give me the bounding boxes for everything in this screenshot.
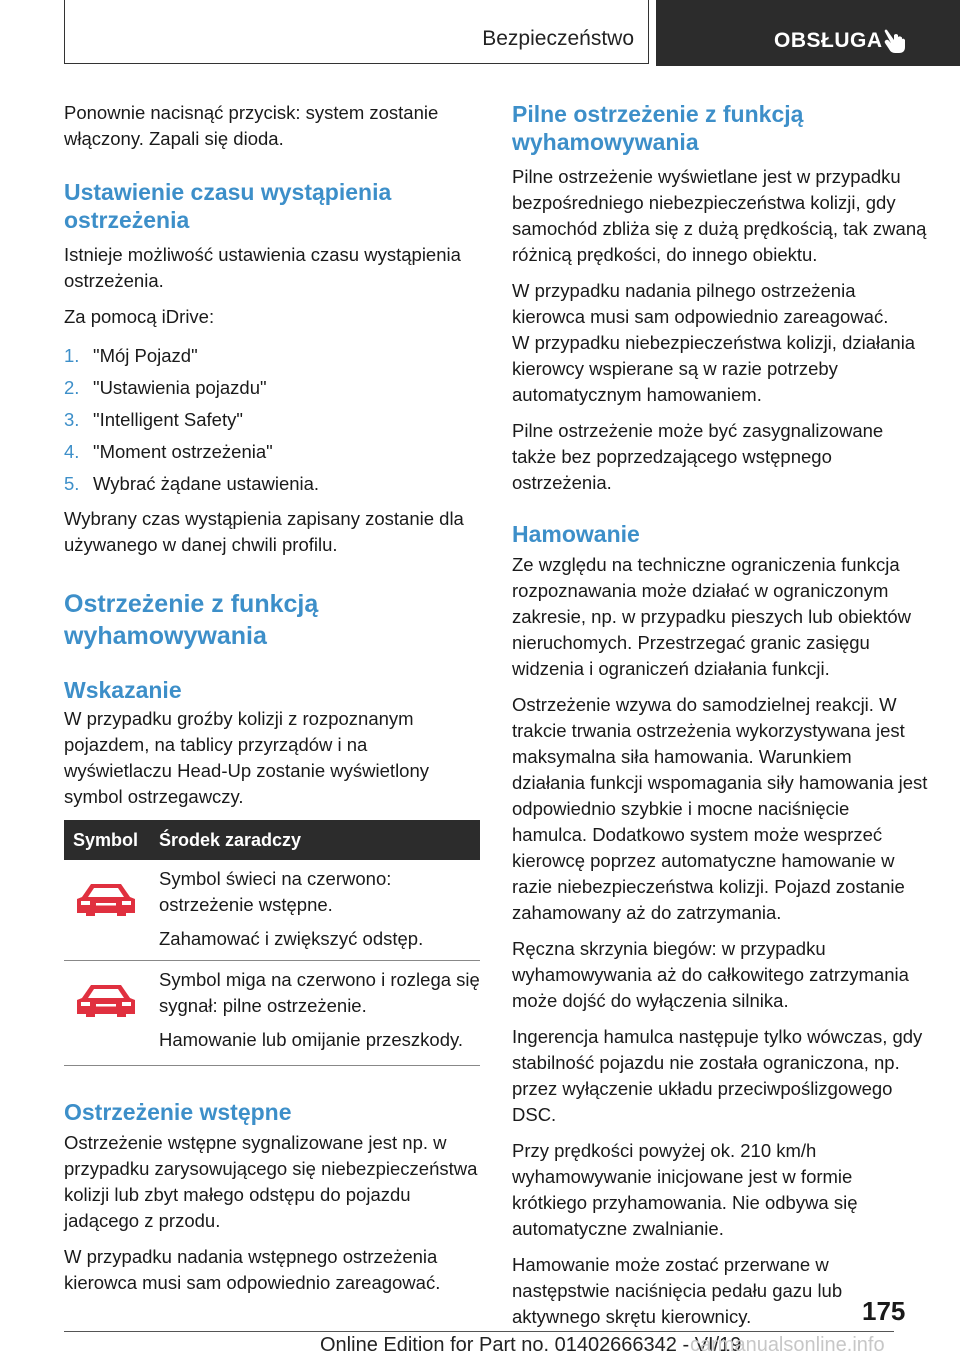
warning-time-paragraph: Istnieje możliwość ustawienia czasu wystąpienia ostrzeżenia. <box>64 244 461 291</box>
page-header <box>0 0 960 66</box>
table-row <box>64 860 480 961</box>
page-number: 175 <box>862 1296 906 1326</box>
car-warning-icon <box>74 880 138 920</box>
heading-pre-warning: Ostrzeżenie wstępne <box>64 1099 292 1125</box>
section-title: Bezpieczeństwo <box>64 0 649 64</box>
urgent-reaction-paragraph: W przypadku nadania pilnego ostrzeżenia kierowca musi sam odpowiednio zareagować. <box>512 280 889 327</box>
step-number: 1. <box>64 345 80 366</box>
urgent-paragraph: Pilne ostrzeżenie wyświetlane jest w przypadku bezpośredniego niebezpieczeństwa kolizji, gdy samochód zbliża się z dużą prędkością, tak zwaną różnicą prędkości, do innego obiektu. <box>512 166 927 265</box>
measure-text: Hamowanie lub omijanie przeszkody. <box>159 1029 464 1050</box>
idrive-paragraph: Za pomocą iDrive: <box>64 306 215 327</box>
idrive-steps <box>64 340 480 500</box>
chapter-tab[interactable] <box>656 0 960 66</box>
footer-divider <box>64 1331 894 1332</box>
measure-text: Symbol świeci na czerwono: ostrzeżenie wstępne. <box>159 868 392 915</box>
table-header-measure: Środek zaradczy <box>159 820 480 860</box>
heading-braking: Hamowanie <box>512 521 640 547</box>
step-item <box>64 404 480 436</box>
right-column <box>512 100 928 1340</box>
symbol-table <box>64 820 480 1066</box>
symbol-cell <box>64 961 159 1066</box>
measure-text: Symbol miga na czerwono i rozlega się sygnał: pilne ostrzeżenie. <box>159 969 480 1016</box>
indication-paragraph: W przypadku groźby kolizji z rozpoznanym pojazdem, na tablicy przyrządów i na wyświetlaczu Head-Up zostanie wyświetlony symbol ostrzegawczy. <box>64 708 430 807</box>
profile-paragraph: Wybrany czas wystąpienia zapisany zostanie dla używanego w danej chwili profilu. <box>64 508 464 555</box>
heading-urgent-warning: Pilne ostrzeżenie z funkcją wyhamowywania <box>512 101 804 155</box>
step-item <box>64 340 480 372</box>
step-text: Wybrać żądane ustawienia. <box>93 473 320 494</box>
braking-paragraph: Ze względu na techniczne ograniczenia funkcja rozpoznawania może działać w ograniczonym zakresie, np. w przypadku pieszych lub obiektów nieruchomych. Przestrzegać granic zasięgu widzenia i ograniczeń działania funkcji. <box>512 554 911 679</box>
table-row <box>64 961 480 1066</box>
urgent-auto-brake-paragraph: W przypadku niebezpieczeństwa kolizji, działania kierowcy wspierane są w razie potrzeby automatycznym hamowaniem. <box>512 332 916 405</box>
measure-cell <box>159 860 480 961</box>
step-text: "Moment ostrzeżenia" <box>93 441 273 462</box>
step-number: 4. <box>64 441 80 462</box>
left-column <box>64 100 480 1306</box>
step-number: 2. <box>64 377 80 398</box>
interrupt-paragraph: Hamowanie może zostać przerwane w następstwie naciśnięcia pedału gazu lub aktywnego skrętu kierownicy. <box>512 1254 843 1327</box>
high-speed-paragraph: Przy prędkości powyżej ok. 210 km/h wyhamowywanie inicjowane jest w formie krótkiego przyhamowania. Nie odbywa się automatyczne zwalnianie. <box>512 1140 858 1239</box>
stability-paragraph: Ingerencja hamulca następuje tylko wówczas, gdy stabilność pojazdu nie została ograniczona, np. przez wyłączenie układu przeciwpoślizgowego DSC. <box>512 1026 923 1125</box>
edition-text: Online Edition for Part no. 01402666342 - VI/19 <box>320 1334 742 1356</box>
pre-warning-reaction-paragraph: W przypadku nadania wstępnego ostrzeżenia kierowca musi sam odpowiednio zareagować. <box>64 1246 441 1293</box>
urgent-no-pre-paragraph: Pilne ostrzeżenie może być zasygnalizowane także bez poprzedzającego wstępnego ostrzeżenia. <box>512 420 884 493</box>
heading-warning-time: Ustawienie czasu wystąpienia ostrzeżenia <box>64 179 392 233</box>
step-number: 3. <box>64 409 80 430</box>
heading-brake-warning: Ostrzeżenie z funkcją wyhamowywania <box>64 590 319 650</box>
step-item <box>64 436 480 468</box>
step-number: 5. <box>64 473 80 494</box>
intro-paragraph: Ponownie nacisnąć przycisk: system zostanie włączony. Zapali się dioda. <box>64 102 439 149</box>
measure-cell <box>159 961 480 1066</box>
manual-gearbox-paragraph: Ręczna skrzynia biegów: w przypadku wyhamowywania aż do całkowitego zatrzymania może dojść do wyłączenia silnika. <box>512 938 909 1011</box>
pointing-hand-icon <box>884 28 906 54</box>
step-item <box>64 468 480 500</box>
table-header-symbol: Symbol <box>64 820 159 860</box>
measure-text: Zahamować i zwiększyć odstęp. <box>159 928 424 949</box>
step-item <box>64 372 480 404</box>
table-header-row <box>64 820 480 860</box>
braking-force-paragraph: Ostrzeżenie wzywa do samodzielnej reakcji. W trakcie trwania ostrzeżenia wykorzystywana jest maksymalna siła hamowania. Warunkiem działania funkcji wspomagania siły hamowania jest odpowiednio szybkie i mocne naciśnięcie hamulca. Dodatkowo system może wesprzeć kierowcę poprzez automatyczne hamowanie w razie niebezpieczeństwa kolizji. Pojazd zostanie zahamowany aż do zatrzymania. <box>512 694 928 923</box>
symbol-cell <box>64 860 159 961</box>
car-warning-icon <box>74 981 138 1021</box>
watermark: carmanualsonline.info <box>690 1334 885 1356</box>
heading-indication: Wskazanie <box>64 677 182 703</box>
step-text: "Intelligent Safety" <box>93 409 243 430</box>
chapter-tab-label: OBSŁUGA <box>774 29 883 52</box>
pre-warning-paragraph: Ostrzeżenie wstępne sygnalizowane jest np. w przypadku zarysowującego się niebezpieczeństwa kolizji lub zbyt małego odstępu do pojazdu jadącego z przodu. <box>64 1132 478 1231</box>
step-text: "Ustawienia pojazdu" <box>93 377 267 398</box>
step-text: "Mój Pojazd" <box>93 345 198 366</box>
